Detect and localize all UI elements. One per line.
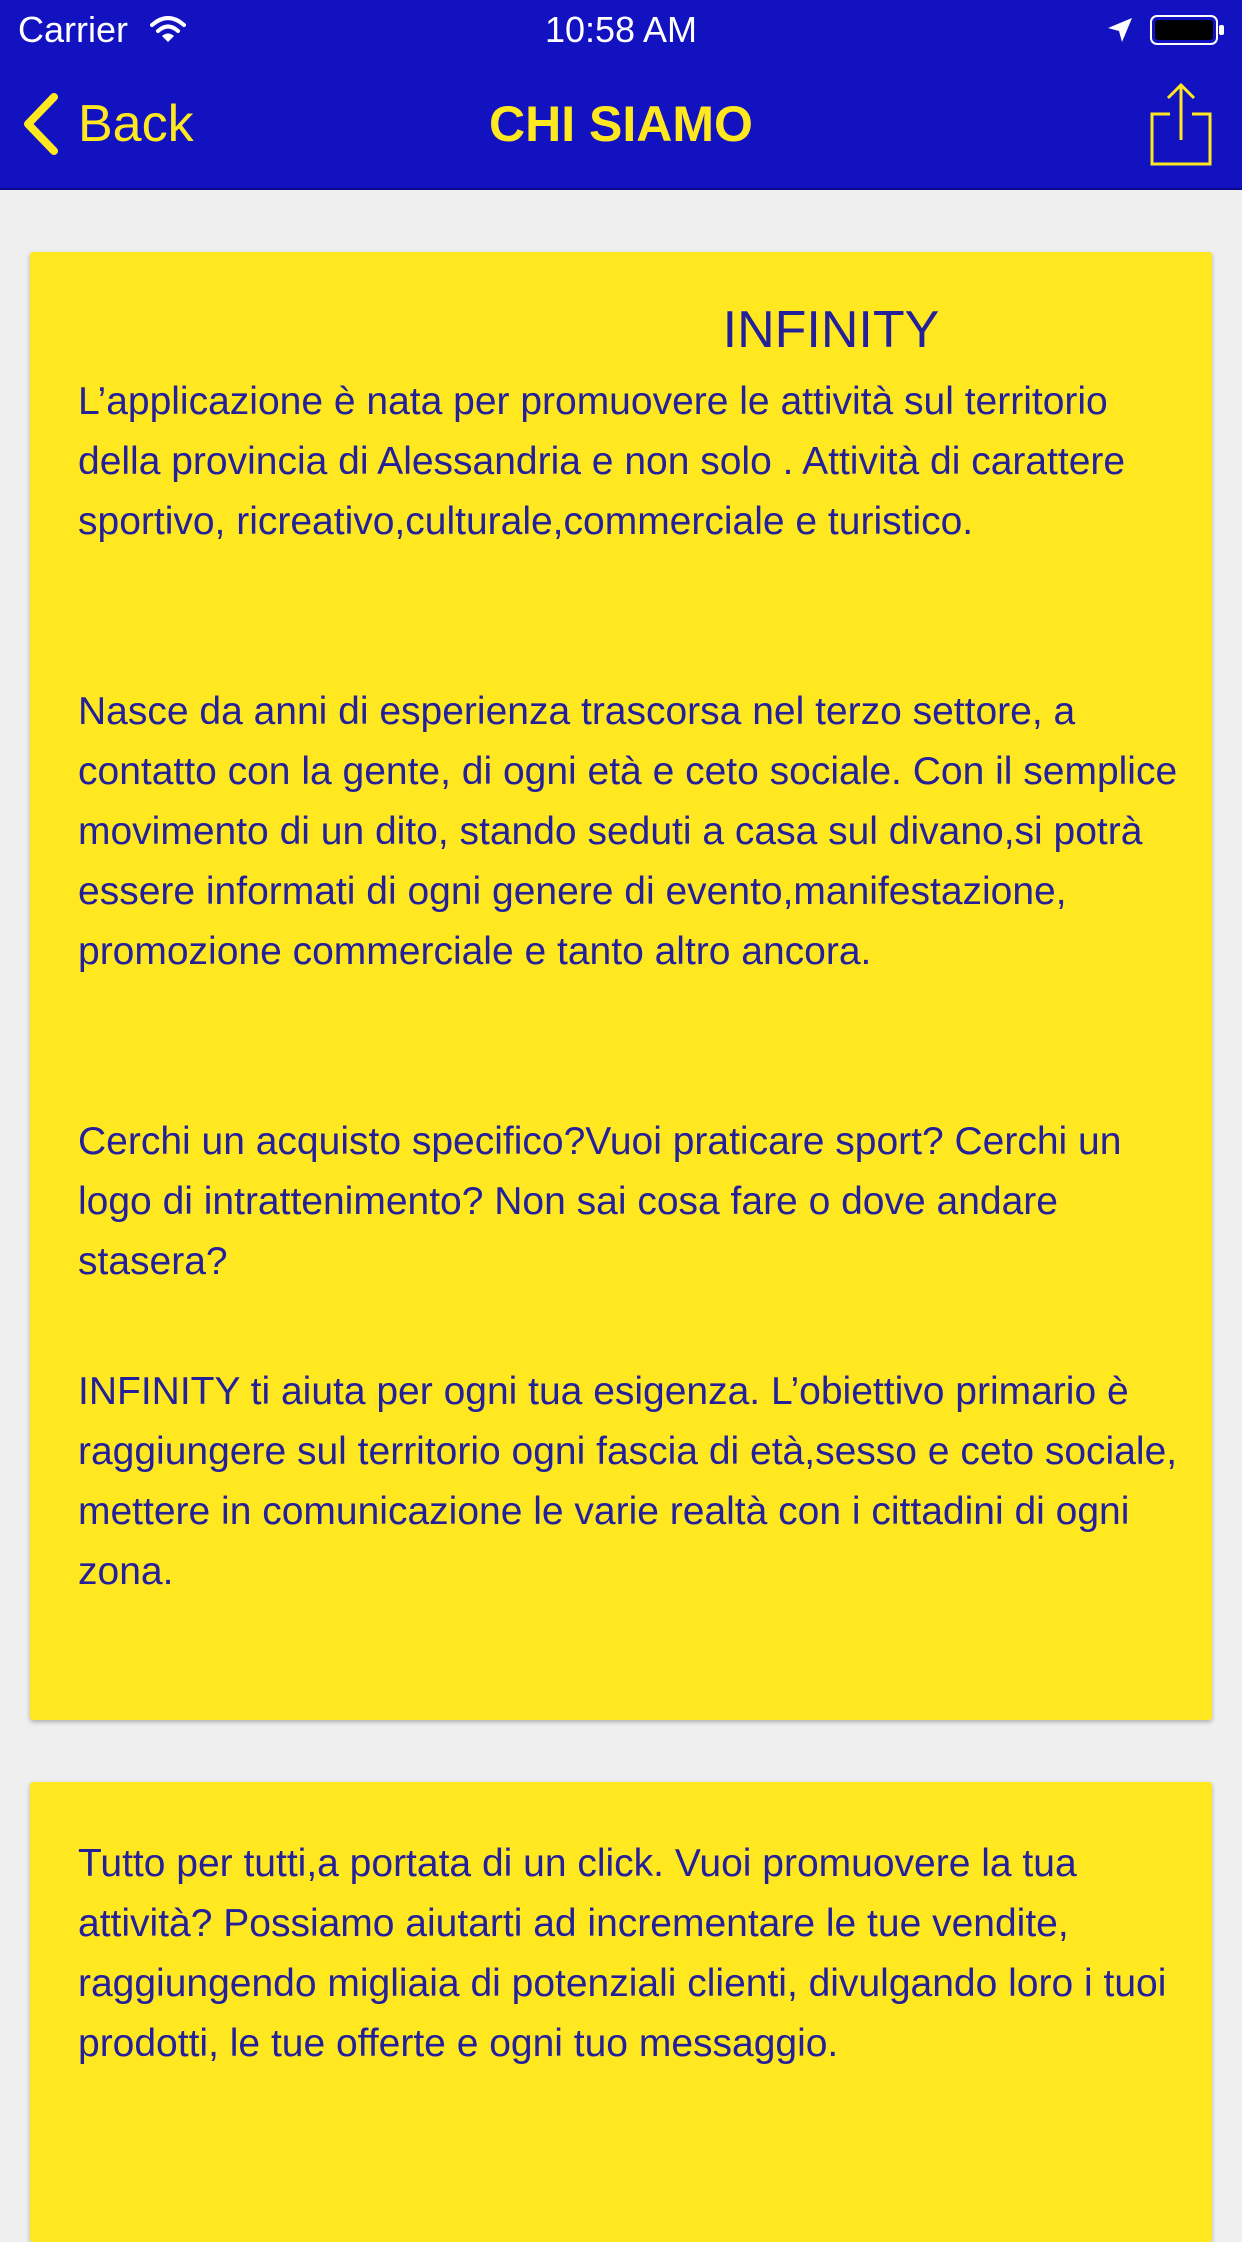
status-bar	[0, 0, 1242, 60]
carrier-label: Carrier	[18, 9, 129, 50]
share-icon[interactable]	[1148, 82, 1214, 168]
location-icon	[1106, 16, 1134, 44]
about-paragraph-3: Cerchi un acquisto specifico?Vuoi praticare sport? Cerchi un logo di intrattenimento? Non sai cosa fare o dove andare stasera?	[78, 1120, 1122, 1283]
about-paragraph-2: Nasce da anni di esperienza trascorsa nel terzo settore, a contatto con la gente, di ogni età e ceto sociale. Con il semplice movimento di un dito, stando seduti a casa sul divano,si potrà essere informati di ogni genere di evento,manifestazione, promozione commerciale e tanto altro ancora.	[78, 690, 1178, 973]
battery-icon	[1150, 14, 1226, 46]
about-paragraph-1: L’applicazione è nata per promuovere le attività sul territorio della provincia di Alessandria e non solo . Attività di carattere sportivo, ricreativo,culturale,commerciale e turistico.	[78, 380, 1126, 543]
navigation-bar	[0, 60, 1242, 190]
about-card	[30, 252, 1212, 1720]
about-paragraph-4: INFINITY ti aiuta per ogni tua esigenza. L’obiettivo primario è raggiungere sul territorio ogni fascia di età,sesso e ceto sociale, mettere in comunicazione le varie realtà con i cittadini di ogni zona.	[78, 1370, 1178, 1593]
status-time: 10:58 AM	[544, 9, 698, 50]
card-title: INFINITY	[722, 301, 940, 359]
page-title: CHI SIAMO	[489, 96, 753, 152]
promo-card	[30, 1782, 1212, 2242]
promo-paragraph: Tutto per tutti,a portata di un click. Vuoi promuovere la tua attività? Possiamo aiutarti ad incrementare le tue vendite, raggiungendo migliaia di potenziali clienti, divulgando loro i tuoi prodotti, le tue offerte e ogni tuo messaggio.	[78, 1842, 1167, 2065]
back-label: Back	[78, 95, 194, 153]
